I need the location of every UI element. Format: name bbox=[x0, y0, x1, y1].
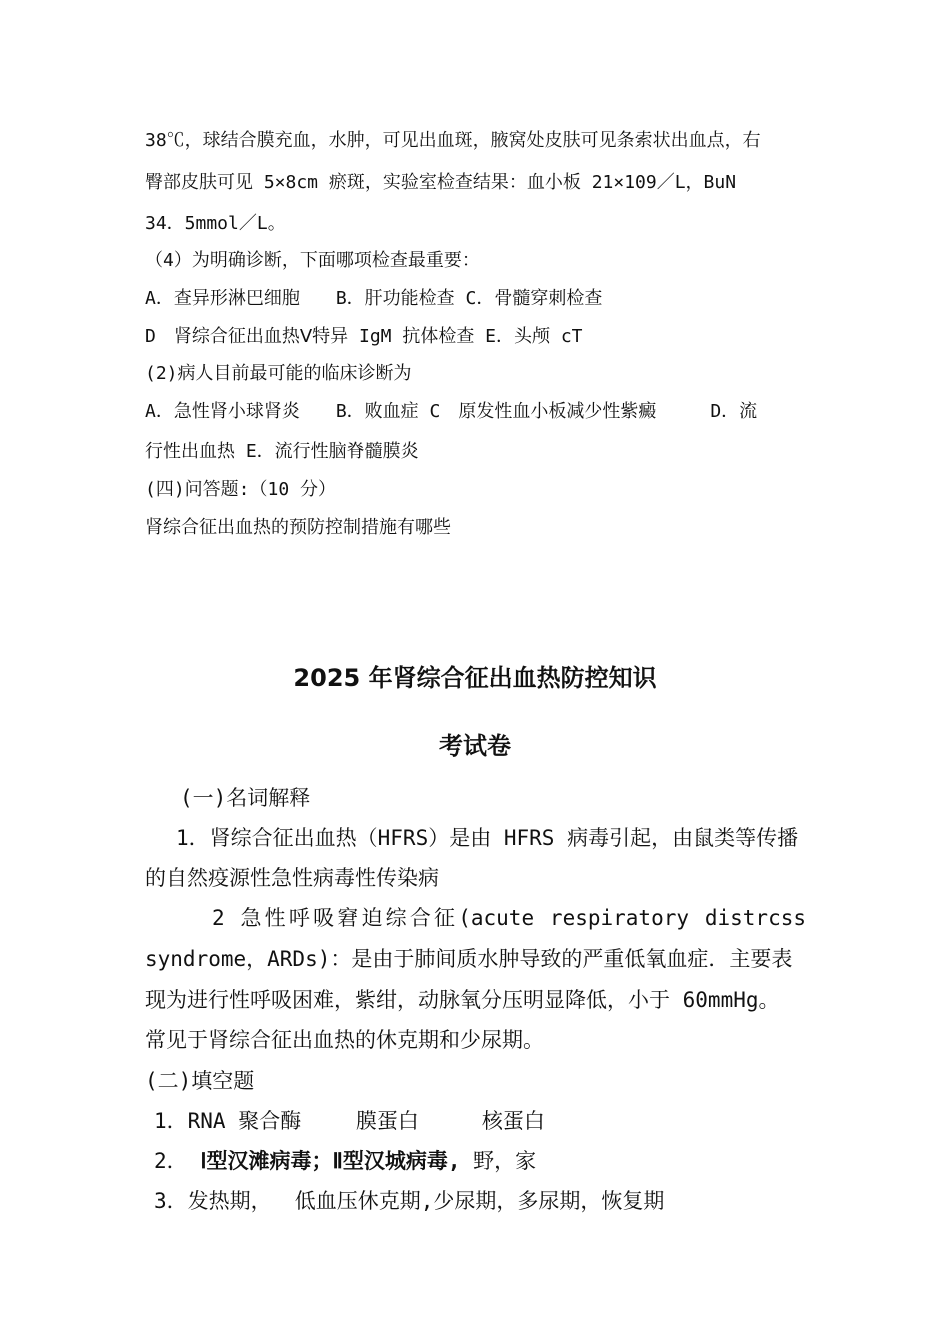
section-4-heading: (四)问答题:（10 分） bbox=[145, 479, 337, 500]
section-1-heading: (一)名词解释 bbox=[180, 786, 311, 810]
fill-answer-3: 3．发热期， 低血压休克期,少尿期，多尿期，恢复期 bbox=[154, 1189, 665, 1213]
fill-answer-2-bold: Ⅰ型汉滩病毒；Ⅱ型汉城病毒, bbox=[200, 1149, 461, 1173]
question-4-options-1: A．查异形淋巴细胞 B．肝功能检查 C．骨髓穿刺检查 bbox=[145, 288, 603, 309]
document-title: 2025 年肾综合征出血热防控知识 bbox=[293, 664, 657, 692]
question-2-options-2: 行性出血热 E．流行性脑脊髓膜炎 bbox=[145, 441, 419, 462]
definition-1-line-2: 的自然疫源性急性病毒性传染病 bbox=[145, 866, 439, 890]
question-2: (2)病人目前最可能的临床诊断为 bbox=[145, 363, 412, 384]
definition-2-line-1: 2 急性呼吸窘迫综合征(acute respiratory distrcss bbox=[212, 906, 806, 930]
case-text-line-2: 臀部皮肤可见 5×8cm 瘀斑，实验室检查结果：血小板 21×109／L，BuN bbox=[145, 172, 737, 193]
case-text-line-3: 34．5mmol／L。 bbox=[145, 213, 286, 234]
definition-2-line-3: 现为进行性呼吸困难，紫绀，动脉氧分压明显降低，小于 60mmHg。 bbox=[145, 988, 780, 1012]
definition-2-line-4: 常见于肾综合征出血热的休克期和少尿期。 bbox=[145, 1028, 544, 1052]
question-4: （4）为明确诊断，下面哪项检查最重要： bbox=[145, 250, 480, 271]
definition-1-line-1: 1．肾综合征出血热（HFRS）是由 HFRS 病毒引起，由鼠类等传播 bbox=[176, 826, 799, 850]
document-subtitle: 考试卷 bbox=[439, 732, 511, 760]
fill-answer-2-number: 2． bbox=[154, 1149, 188, 1173]
section-4-question: 肾综合征出血热的预防控制措施有哪些 bbox=[145, 517, 451, 538]
question-4-options-2: D 肾综合征出血热Ⅴ特异 IgM 抗体检查 E．头颅 cT bbox=[145, 326, 583, 347]
fill-answer-2 bbox=[154, 1145, 536, 1175]
fill-answer-1: 1．RNA 聚合酶 膜蛋白 核蛋白 bbox=[154, 1109, 545, 1133]
definition-2-line-2: syndrome，ARDs)：是由于肺间质水肿导致的严重低氧血症．主要表 bbox=[145, 947, 793, 971]
case-text-line-1: 38℃，球结合膜充血，水肿，可见出血斑，腋窝处皮肤可见条索状出血点，右 bbox=[145, 130, 761, 151]
question-2-options-1: A．急性肾小球肾炎 B．败血症 C 原发性血小板减少性紫癜 D．流 bbox=[145, 401, 758, 422]
section-2-heading: (二)填空题 bbox=[145, 1069, 255, 1093]
fill-answer-2-rest: 野，家 bbox=[473, 1149, 537, 1173]
